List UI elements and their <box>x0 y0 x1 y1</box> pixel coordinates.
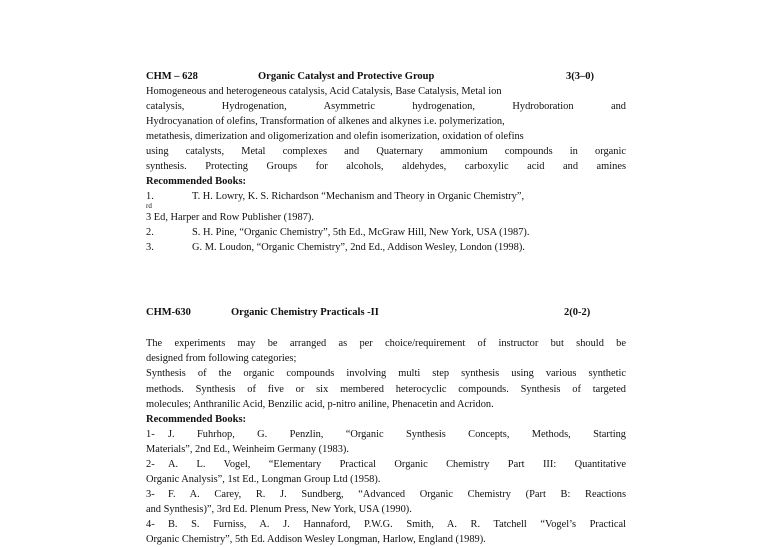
course-title: Organic Chemistry Practicals -II <box>231 307 379 318</box>
reference-list <box>146 189 626 255</box>
description-line: methods. Synthesis of five or six membered heterocyclic compounds. Synthesis of targeted <box>146 383 626 395</box>
description-line: designed from following categories; <box>146 353 297 365</box>
reference-number: 4- <box>146 519 155 531</box>
reference-continuation: 3 Ed, Harper and Row Publisher (1987). <box>146 212 314 223</box>
reference-number: 1. <box>146 191 154 202</box>
spacer <box>146 320 626 336</box>
reference-item <box>146 225 626 240</box>
reference-continuation: Organic Chemistry”, 5th Ed. Addison Wesley Longman, Harlow, England (1989). <box>146 534 486 546</box>
reference-number: 2. <box>146 227 154 238</box>
reference-item <box>146 427 626 442</box>
reference-text: F. A. Carey, R. J. Sundberg, “Advanced Organic Chemistry (Part B: Reactions <box>168 489 626 501</box>
description-line: using catalysts, Metal complexes and Quaternary ammonium compounds in organic <box>146 146 626 157</box>
course-chm-630 <box>146 306 626 547</box>
reference-continuation: and Synthesis)”, 3rd Ed. Plenum Press, New York, USA (1990). <box>146 504 412 516</box>
reference-continuation: Materials”, 2nd Ed., Weinheim Germany (1983). <box>146 444 349 456</box>
reference-item <box>146 457 626 472</box>
course-chm-628 <box>146 70 626 255</box>
description-line: synthesis. Protecting Groups for alcohols, aldehydes, carboxylic acid and amines <box>146 161 626 172</box>
reference-list <box>146 427 626 547</box>
description-line: catalysis, Hydrogenation, Asymmetric hydrogenation, Hydroboration and <box>146 101 626 112</box>
course-credits: 3(3–0) <box>566 71 594 82</box>
reference-text: B. S. Furniss, A. J. Hannaford, P.W.G. Smith, A. R. Tatchell “Vogel’s Practical <box>168 519 626 531</box>
reference-continuation: Organic Analysis”, 1st Ed., Longman Group Ltd (1958). <box>146 474 381 486</box>
reference-item <box>146 487 626 502</box>
recommended-books-heading: Recommended Books: <box>146 414 247 426</box>
reference-number: 3. <box>146 242 154 253</box>
course-title: Organic Catalyst and Protective Group <box>258 71 435 82</box>
description-line: Homogeneous and heterogeneous catalysis, Acid Catalysis, Base Catalysis, Metal ion <box>146 86 502 97</box>
course-credits: 2(0-2) <box>564 307 591 318</box>
course-header <box>146 306 626 320</box>
recommended-books-heading: Recommended Books: <box>146 176 247 187</box>
reference-text: J. Fuhrhop, G. Penzlin, “Organic Synthesis Concepts, Methods, Starting <box>168 429 626 441</box>
reference-text: G. M. Loudon, “Organic Chemistry”, 2nd Ed., Addison Wesley, London (1998). <box>192 242 525 253</box>
course-header <box>146 70 626 84</box>
reference-text: T. H. Lowry, K. S. Richardson “Mechanism and Theory in Organic Chemistry”, <box>192 191 525 202</box>
reference-item <box>146 517 626 532</box>
course-description <box>146 84 626 174</box>
reference-number: 1- <box>146 429 155 441</box>
course-code: CHM – 628 <box>146 71 198 82</box>
course-description <box>146 336 626 412</box>
description-line: The experiments may be arranged as per choice/requirement of instructor but should be <box>146 338 626 349</box>
description-line: Hydrocyanation of olefins, Transformation of alkenes and alkynes i.e. polymerization, <box>146 116 505 127</box>
reference-number: 2- <box>146 459 155 471</box>
description-line: Synthesis of the organic compounds involving multi step synthesis using various synthetic <box>146 368 626 380</box>
reference-text: S. H. Pine, “Organic Chemistry”, 5th Ed., McGraw Hill, New York, USA (1987). <box>192 227 530 238</box>
course-code: CHM-630 <box>146 307 191 318</box>
reference-superscript: rd <box>146 202 152 210</box>
reference-number: 3- <box>146 489 155 501</box>
reference-item <box>146 240 626 255</box>
description-line: molecules; Anthranilic Acid, Benzilic acid, p-nitro aniline, Phenacetin and Acridon. <box>146 398 494 410</box>
description-line: metathesis, dimerization and oligomerization and olefin isomerization, oxidation of olefins <box>146 131 524 142</box>
reference-text: A. L. Vogel, “Elementary Practical Organic Chemistry Part III: Quantitative <box>168 459 626 471</box>
